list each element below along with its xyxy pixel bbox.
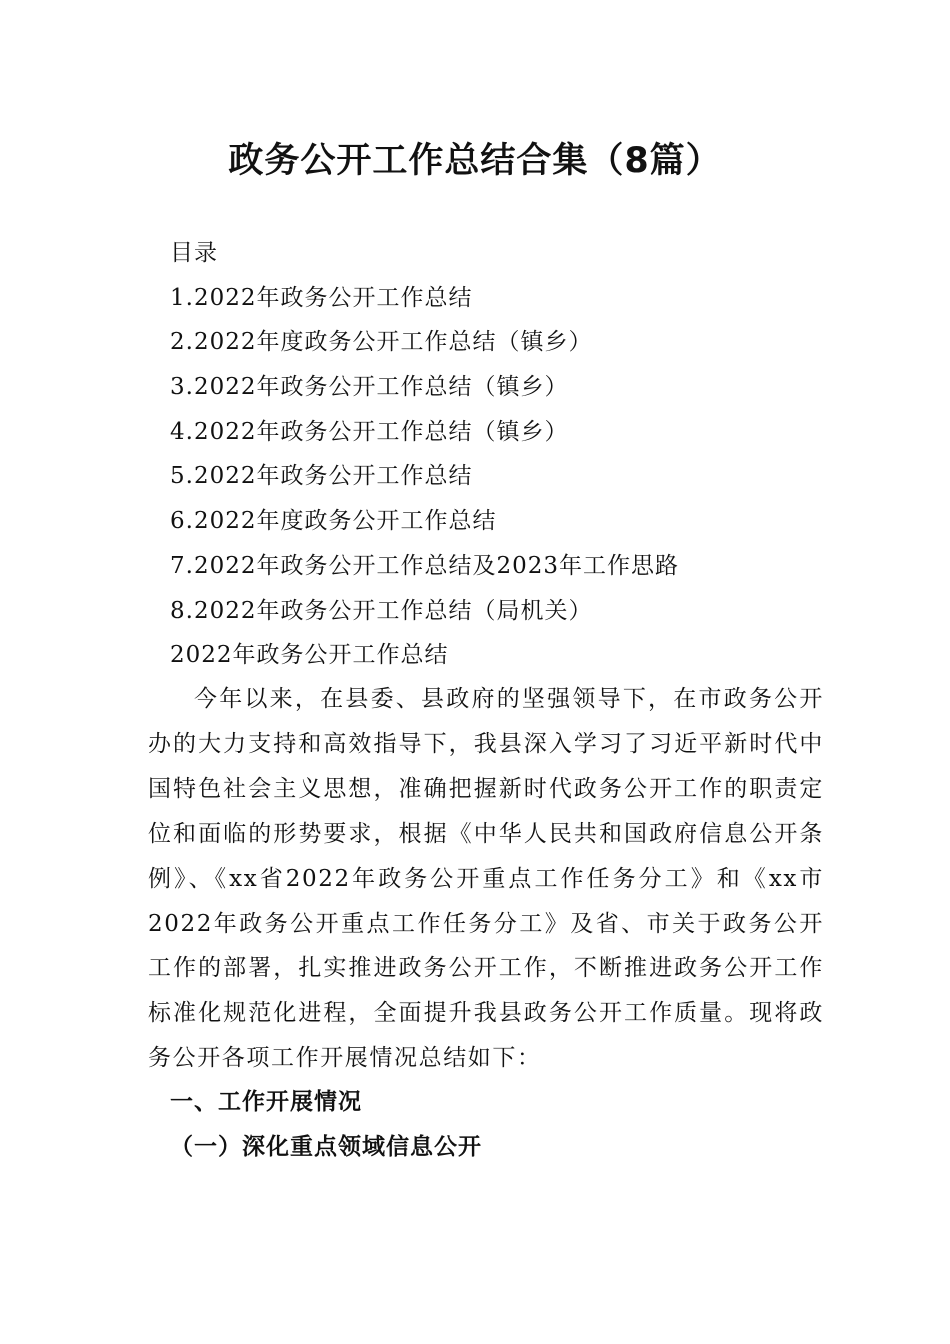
toc-item-2: 2.2022年度政务公开工作总结（镇乡）: [170, 329, 593, 356]
intro-paragraph: 今年以来，在县委、县政府的坚强领导下，在市政务公开办的大力支持和高效指导下，我县深入学习了习近平新时代中国特色社会主义思想，准确把握新时代政务公开工作的职责定位和面临的形势要求，根据《中华人民共和国政府信息公开条例》、《xx省2022年政务公开重点工作任务分工》和《xx市2022年政务公开重点工作任务分工》及省、市关于政务公开工作的部署，扎实推进政务公开工作，不断推进政务公开工作标准化规范化进程，全面提升我县政务公开工作质量。现将政务公开各项工作开展情况总结如下：: [148, 686, 824, 1072]
toc-item-6: 6.2022年度政务公开工作总结: [170, 508, 497, 535]
toc-item-4: 4.2022年政务公开工作总结（镇乡）: [170, 418, 569, 445]
heading-key-areas-disclosure: （一）深化重点领域信息公开: [170, 1133, 482, 1160]
toc-item-5: 5.2022年政务公开工作总结: [170, 463, 473, 490]
heading-work-progress: 一、工作开展情况: [170, 1089, 362, 1115]
document-title: 政务公开工作总结合集（8篇）: [228, 141, 722, 181]
toc-item-7: 7.2022年政务公开工作总结及2023年工作思路: [170, 552, 680, 579]
table-of-contents: [170, 231, 870, 678]
toc-label: 目录: [170, 240, 218, 266]
section-title: 2022年政务公开工作总结: [170, 642, 449, 669]
toc-item-1: 1.2022年政务公开工作总结: [170, 284, 473, 311]
toc-item-3: 3.2022年政务公开工作总结（镇乡）: [170, 374, 569, 401]
toc-item-8: 8.2022年政务公开工作总结（局机关）: [170, 597, 593, 624]
